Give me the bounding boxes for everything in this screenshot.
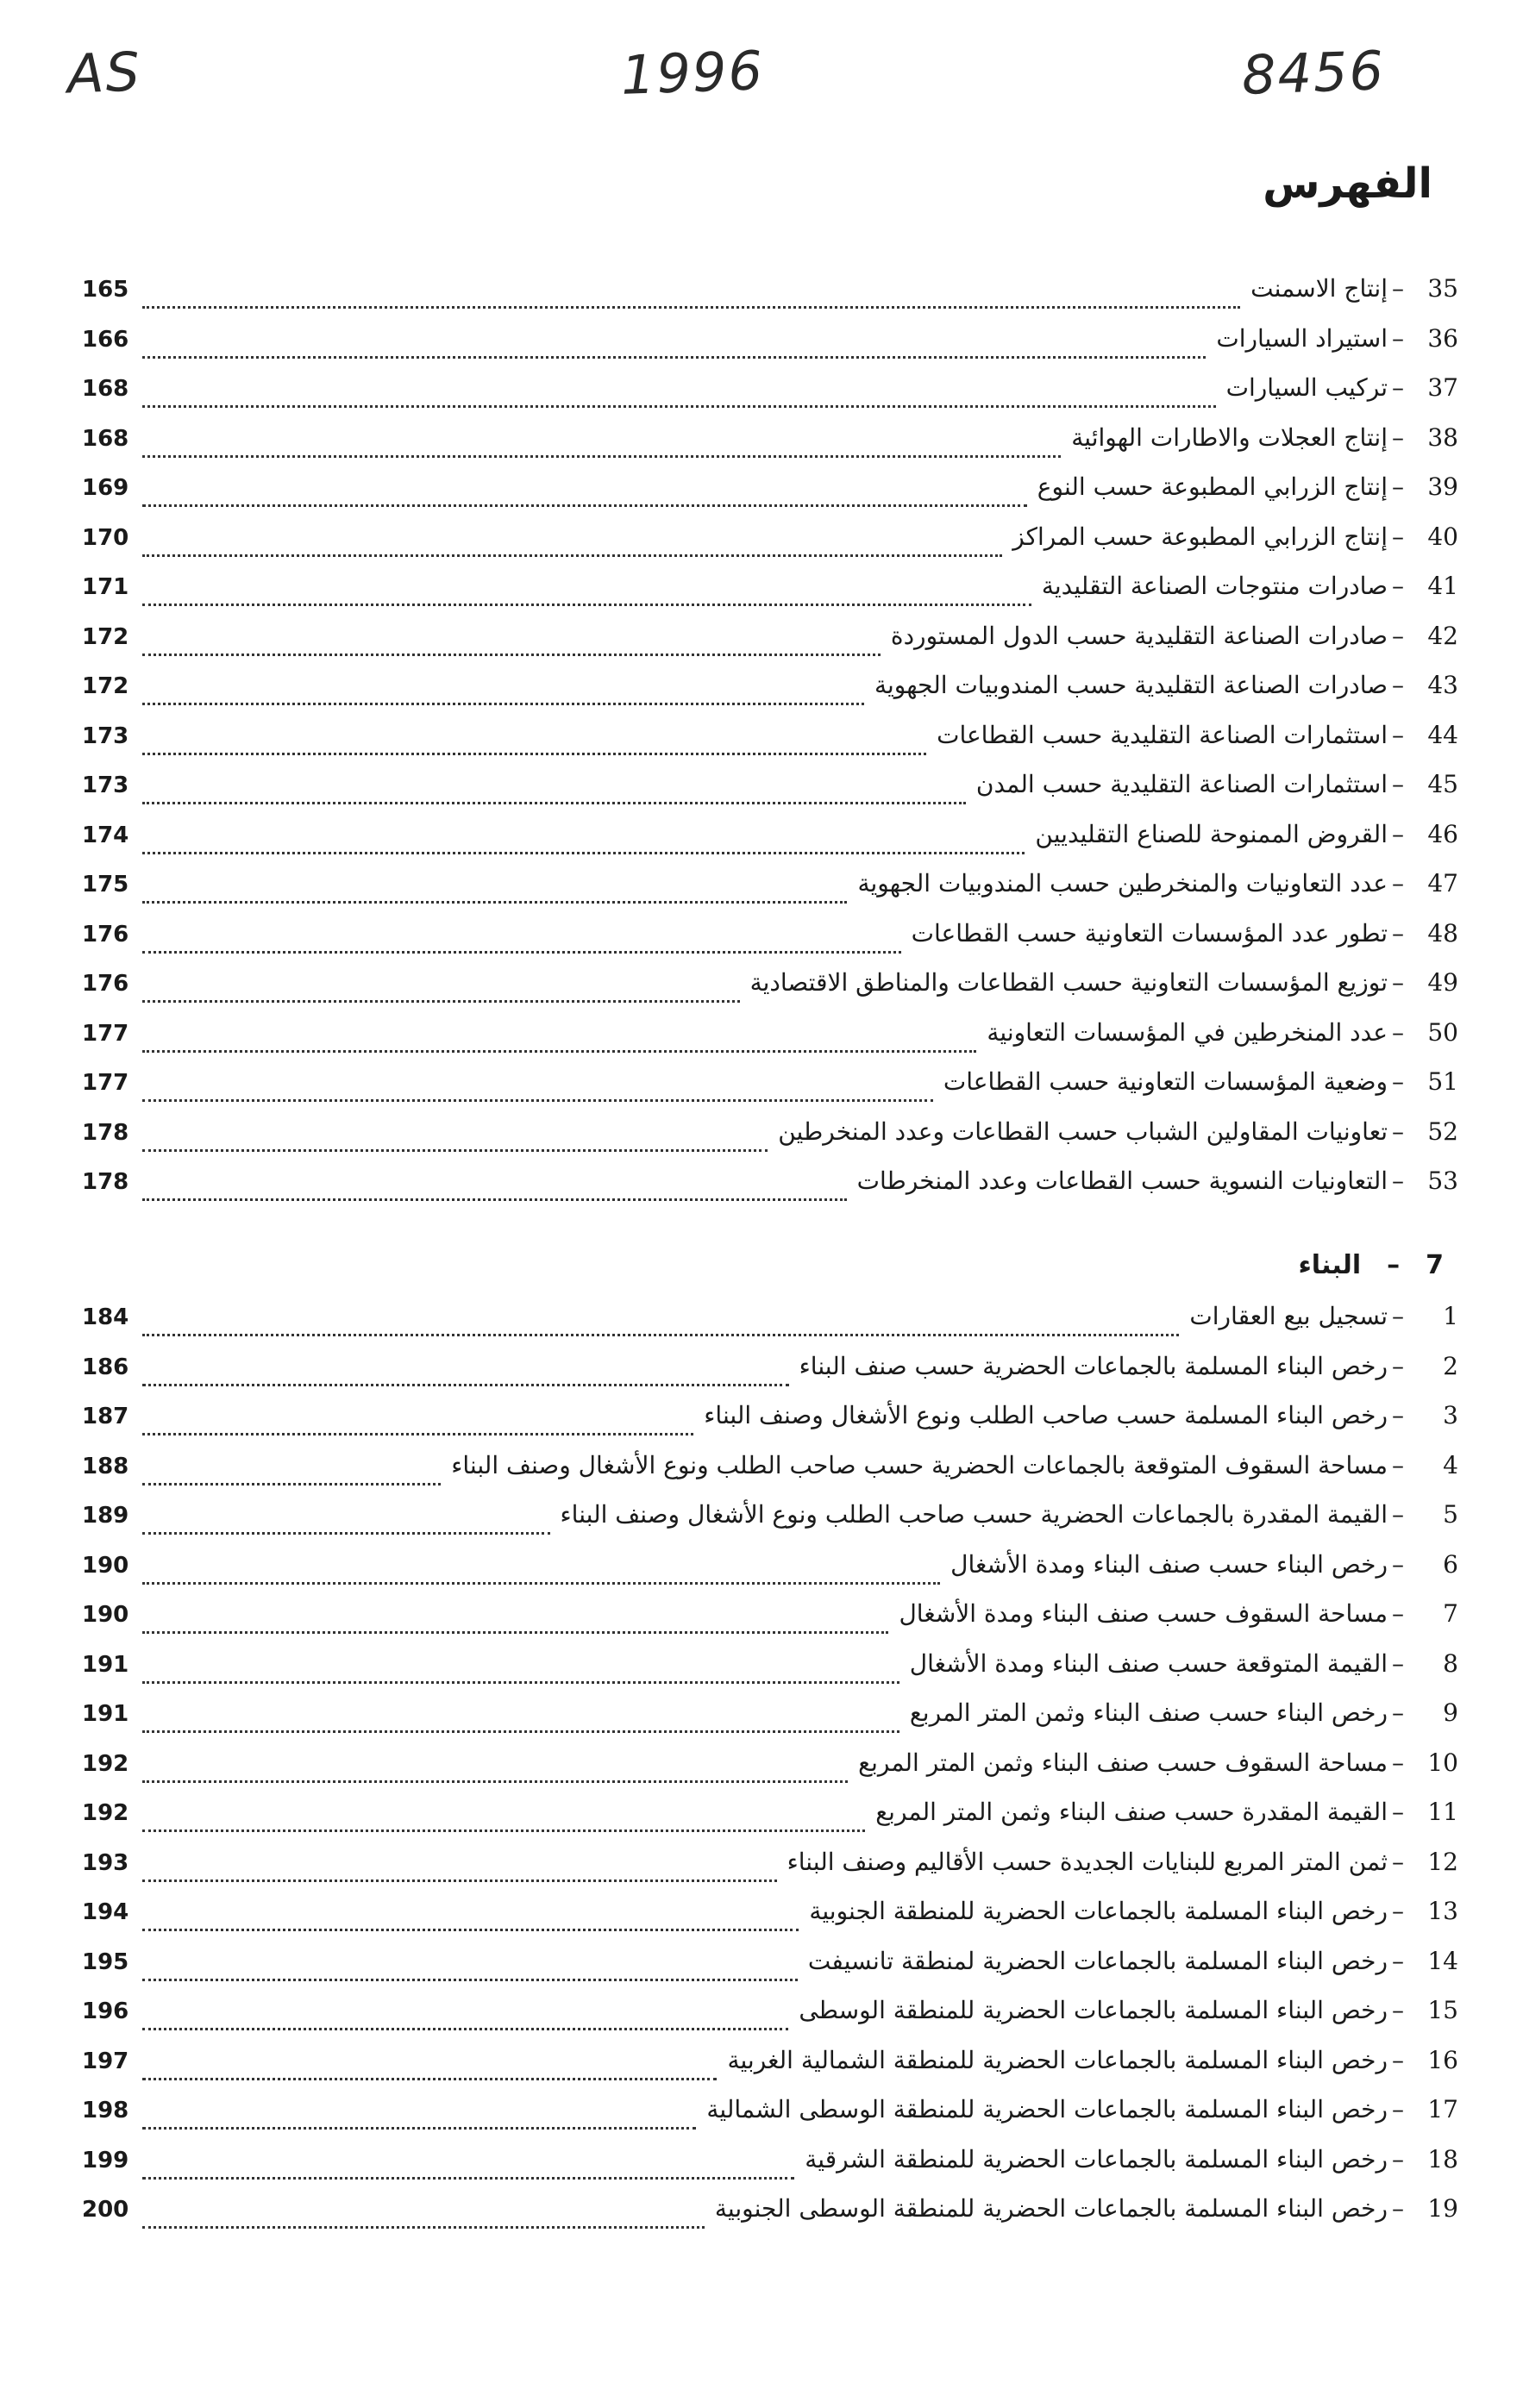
toc-entry-leader-dots [142,504,1027,507]
toc-section-b [82,1302,1458,2244]
toc-entry-page-number: 168 [82,376,129,402]
toc-entry-leader-dots [142,2028,788,2030]
toc-entry-leader-dots [142,1050,976,1053]
toc-entry-page-number: 177 [82,1070,129,1096]
toc-entry-label: صادرات منتوجات الصناعة التقليدية [1041,572,1388,600]
toc-entry [82,721,1458,771]
toc-entry-page-number: 172 [82,623,129,650]
toc-entry-leader-dots [142,1780,848,1783]
toc-entry [82,1067,1458,1117]
toc-entry-label: رخص البناء المسلمة بالجماعات الحضرية لمنطقة تانسيفت [807,1946,1388,1975]
toc-entry [82,1897,1458,1947]
toc-entry-number: 42 [1427,621,1458,650]
toc-entry-number: 4 [1443,1450,1458,1479]
toc-entry-leader-dots [142,2078,717,2080]
section-heading-construction [1298,1250,1444,1280]
toc-entry-dash: – [1392,1500,1404,1529]
toc-entry-leader-dots [142,356,1206,359]
handwritten-note-right: 8456 [1240,39,1387,107]
toc-entry-label: رخص البناء المسلمة بالجماعات الحضرية للمنطقة الجنوبية [809,1897,1388,1925]
toc-entry-number: 5 [1443,1500,1458,1529]
toc-entry-page-number: 186 [82,1354,129,1380]
toc-entry-number: 41 [1427,572,1458,600]
toc-entry-page-number: 174 [82,822,129,848]
toc-entry-dash: – [1392,2095,1404,2123]
toc-entry-label: رخص البناء المسلمة حسب صاحب الطلب ونوع الأشغال وصنف البناء [704,1401,1388,1429]
toc-entry [82,1302,1458,1352]
toc-title: الفهرس [1263,159,1432,208]
toc-entry-leader-dots [142,1730,899,1733]
toc-entry-dash: – [1392,1946,1404,1975]
toc-section-a [82,274,1458,1217]
toc-entry-number: 1 [1443,1302,1458,1330]
toc-entry-number: 12 [1427,1847,1458,1876]
toc-entry-label: تعاونيات المقاولين الشباب حسب القطاعات وعدد المنخرطين [778,1116,1388,1146]
toc-entry-number: 47 [1427,869,1458,898]
toc-entry-label: القيمة المتوقعة حسب صنف البناء ومدة الأشغال [909,1648,1388,1678]
toc-entry-page-number: 192 [82,1750,129,1777]
toc-entry-page-number: 200 [82,2197,129,2223]
toc-entry-number: 11 [1427,1798,1458,1826]
toc-entry-leader-dots [142,1334,1179,1336]
toc-entry-number: 39 [1427,472,1458,501]
toc-entry-leader-dots [142,1198,847,1201]
toc-entry-label: استثمارات الصناعة التقليدية حسب القطاعات [937,720,1388,749]
toc-entry [82,1117,1458,1167]
toc-entry-page-number: 191 [82,1651,129,1678]
toc-entry-leader-dots [142,2177,794,2180]
toc-entry-dash: – [1392,2045,1404,2074]
toc-entry [82,1352,1458,1402]
toc-entry-leader-dots [142,1149,768,1152]
toc-entry-label: صادرات الصناعة التقليدية حسب المندوبيات الجهوية [874,671,1388,699]
toc-entry-leader-dots [142,1929,799,1931]
toc-entry-leader-dots [142,1433,693,1435]
handwritten-note-middle: 1996 [619,39,766,107]
toc-entry-label: مساحة السقوف حسب صنف البناء ومدة الأشغال [899,1599,1388,1628]
toc-entry-dash: – [1392,2144,1404,2173]
toc-entry-dash: – [1392,621,1404,650]
toc-entry [82,968,1458,1018]
toc-entry-number: 49 [1427,968,1458,997]
section-dash: – [1387,1250,1401,1280]
toc-entry-label: صادرات الصناعة التقليدية حسب الدول المستوردة [890,621,1388,650]
toc-entry-dash: – [1392,1996,1404,2024]
toc-entry-dash: – [1392,274,1404,303]
toc-entry [82,423,1458,473]
toc-entry-number: 46 [1427,819,1458,848]
toc-entry-dash: – [1392,1549,1404,1579]
toc-entry-dash: – [1392,1450,1404,1479]
toc-entry-number: 2 [1443,1351,1458,1380]
toc-entry-dash: – [1392,522,1404,551]
toc-entry-number: 7 [1443,1599,1458,1628]
toc-entry-number: 45 [1427,770,1458,798]
toc-entry-page-number: 189 [82,1503,129,1529]
toc-entry-page-number: 197 [82,2048,129,2074]
toc-entry [82,1500,1458,1550]
toc-entry-page-number: 169 [82,475,129,501]
toc-entry-label: استيراد السيارات [1216,323,1388,353]
toc-entry [82,919,1458,969]
toc-entry-label: القروض الممنوحة للصناع التقليديين [1035,819,1388,848]
toc-entry-leader-dots [142,1582,940,1585]
toc-entry-label: إنتاج الاسمنت [1250,274,1388,303]
toc-entry-dash: – [1392,2194,1404,2223]
toc-entry-dash: – [1392,323,1404,353]
toc-entry-dash: – [1392,968,1404,997]
toc-entry-number: 6 [1443,1549,1458,1579]
toc-entry-number: 10 [1427,1748,1458,1777]
toc-entry-leader-dots [142,753,926,755]
toc-entry-page-number: 173 [82,772,129,798]
toc-entry [82,671,1458,721]
toc-entry-label: إنتاج الزرابي المطبوعة حسب المراكز [1012,522,1388,551]
toc-entry-label: رخص البناء المسلمة بالجماعات الحضرية للمنطقة الوسطى الجنوبية [714,2194,1388,2223]
toc-entry-label: مساحة السقوف المتوقعة بالجماعات الحضرية حسب صاحب الطلب ونوع الأشغال وصنف البناء [451,1450,1388,1479]
toc-entry-dash: – [1392,422,1404,452]
toc-entry-number: 35 [1427,274,1458,303]
toc-entry-number: 17 [1427,2095,1458,2123]
toc-entry-label: التعاونيات النسوية حسب القطاعات وعدد المنخرطات [856,1166,1388,1195]
toc-entry-leader-dots [142,2226,705,2229]
toc-entry [82,2145,1458,2195]
toc-entry-label: رخص البناء المسلمة بالجماعات الحضرية للمنطقة الوسطى [799,1996,1388,2024]
section-title: البناء [1298,1250,1362,1280]
toc-entry-leader-dots [142,802,966,804]
toc-entry-page-number: 193 [82,1849,129,1876]
toc-entry-leader-dots [142,2127,696,2130]
toc-entry-leader-dots [142,901,847,904]
handwritten-note-left: AS [66,40,143,106]
toc-entry-label: إنتاج الزرابي المطبوعة حسب النوع [1037,472,1388,501]
toc-entry-label: رخص البناء المسلمة بالجماعات الحضرية للمنطقة الوسطى الشمالية [706,2095,1388,2123]
toc-entry-number: 51 [1427,1067,1458,1096]
toc-entry-page-number: 191 [82,1701,129,1727]
toc-entry-number: 36 [1427,323,1458,353]
toc-entry [82,472,1458,522]
toc-entry-label: رخص البناء المسلمة بالجماعات الحضرية للمنطقة الشرقية [805,2144,1388,2173]
toc-entry-label: رخص البناء المسلمة بالجماعات الحضرية حسب صنف البناء [799,1351,1388,1380]
toc-entry-label: تسجيل بيع العقارات [1189,1302,1388,1330]
toc-entry [82,1947,1458,1997]
toc-entry-leader-dots [142,1879,777,1882]
toc-entry [82,1018,1458,1068]
toc-entry-label: رخص البناء حسب صنف البناء وثمن المتر المربع [909,1698,1388,1727]
toc-entry-dash: – [1392,819,1404,848]
toc-entry-page-number: 177 [82,1020,129,1047]
toc-entry [82,572,1458,622]
toc-entry-leader-dots [142,306,1240,309]
toc-entry-leader-dots [142,1979,798,1981]
toc-entry-label: تطور عدد المؤسسات التعاونية حسب القطاعات [911,918,1388,948]
toc-entry-leader-dots [142,852,1025,854]
toc-entry-page-number: 172 [82,673,129,699]
toc-entry [82,1798,1458,1848]
toc-entry-dash: – [1392,1847,1404,1876]
toc-entry-label: رخص البناء حسب صنف البناء ومدة الأشغال [950,1549,1388,1579]
toc-entry [82,1996,1458,2046]
toc-entry-leader-dots [142,1829,865,1832]
toc-entry-page-number: 198 [82,2098,129,2123]
toc-entry-label: عدد التعاونيات والمنخرطين حسب المندوبيات الجهوية [857,869,1388,898]
toc-entry-dash: – [1392,770,1404,798]
toc-entry [82,770,1458,820]
toc-entry [82,1599,1458,1649]
toc-entry-dash: – [1392,1748,1404,1777]
toc-entry-leader-dots [142,604,1031,606]
toc-entry-label: مساحة السقوف حسب صنف البناء وثمن المتر المربع [858,1748,1388,1777]
toc-entry-number: 50 [1427,1017,1458,1047]
toc-entry-page-number: 195 [82,1948,129,1975]
toc-entry-number: 40 [1427,522,1458,551]
toc-entry-leader-dots [142,1532,550,1535]
toc-entry-page-number: 199 [82,2147,129,2173]
toc-entry-dash: – [1392,1599,1404,1628]
toc-entry-label: إنتاج العجلات والاطارات الهوائية [1071,422,1388,452]
toc-entry-label: القيمة المقدرة بالجماعات الحضرية حسب صاحب الطلب ونوع الأشغال وصنف البناء [560,1500,1388,1529]
toc-entry-number: 3 [1443,1401,1458,1429]
toc-entry-page-number: 176 [82,971,129,997]
toc-entry-number: 14 [1427,1946,1458,1975]
toc-entry [82,1748,1458,1798]
toc-entry [82,373,1458,423]
toc-entry-dash: – [1392,1302,1404,1330]
toc-entry-number: 8 [1443,1648,1458,1678]
toc-entry-dash: – [1392,1648,1404,1678]
toc-entry-page-number: 194 [82,1899,129,1925]
toc-entry-leader-dots [142,703,864,705]
toc-entry-dash: – [1392,1698,1404,1727]
toc-entry-number: 53 [1427,1166,1458,1195]
toc-entry [82,622,1458,672]
toc-entry-label: استثمارات الصناعة التقليدية حسب المدن [975,770,1388,798]
toc-entry-number: 19 [1427,2194,1458,2223]
toc-entry-leader-dots [142,1483,441,1485]
toc-entry [82,1401,1458,1451]
toc-entry [82,1166,1458,1217]
toc-entry-dash: – [1392,671,1404,699]
toc-entry [82,820,1458,870]
toc-entry-leader-dots [142,1631,888,1634]
toc-entry-number: 43 [1427,671,1458,699]
toc-entry-number: 9 [1443,1698,1458,1727]
toc-entry [82,2046,1458,2096]
toc-entry-page-number: 190 [82,1552,129,1579]
toc-entry-number: 48 [1427,918,1458,948]
toc-entry-page-number: 171 [82,574,129,600]
toc-entry-label: رخص البناء المسلمة بالجماعات الحضرية للمنطقة الشمالية الغربية [727,2045,1388,2074]
toc-entry-dash: – [1392,869,1404,898]
toc-entry-number: 18 [1427,2144,1458,2173]
toc-entry-dash: – [1392,1017,1404,1047]
toc-entry-leader-dots [142,1000,740,1003]
toc-entry-page-number: 184 [82,1304,129,1330]
toc-entry-leader-dots [142,554,1002,557]
toc-entry-dash: – [1392,1897,1404,1925]
toc-entry-dash: – [1392,472,1404,501]
section-number: 7 [1426,1250,1444,1280]
toc-entry-page-number: 170 [82,524,129,551]
toc-entry-leader-dots [142,1099,933,1102]
toc-entry [82,1848,1458,1898]
toc-entry-dash: – [1392,1116,1404,1146]
toc-entry-page-number: 187 [82,1404,129,1429]
toc-entry-dash: – [1392,1798,1404,1826]
toc-entry-page-number: 178 [82,1119,129,1146]
toc-entry-dash: – [1392,1351,1404,1380]
toc-entry-label: وضعية المؤسسات التعاونية حسب القطاعات [943,1067,1388,1096]
toc-entry [82,1550,1458,1600]
toc-entry-dash: – [1392,572,1404,600]
toc-entry-page-number: 178 [82,1169,129,1195]
toc-entry [82,869,1458,919]
toc-entry-number: 37 [1427,373,1458,402]
toc-entry-label: توزيع المؤسسات التعاونية حسب القطاعات والمناطق الاقتصادية [749,968,1388,997]
toc-entry-number: 15 [1427,1996,1458,2024]
toc-entry-leader-dots [142,1384,789,1386]
toc-entry [82,324,1458,374]
toc-entry-number: 38 [1427,422,1458,452]
toc-entry-number: 13 [1427,1897,1458,1925]
toc-entry [82,2194,1458,2244]
toc-entry [82,2095,1458,2145]
toc-entry-dash: – [1392,918,1404,948]
toc-entry [82,1649,1458,1699]
toc-entry-leader-dots [142,455,1061,458]
toc-entry-page-number: 175 [82,872,129,898]
toc-entry-label: القيمة المقدرة حسب صنف البناء وثمن المتر المربع [875,1798,1388,1826]
toc-entry [82,1698,1458,1748]
toc-entry-label: عدد المنخرطين في المؤسسات التعاونية [987,1017,1388,1047]
toc-entry-number: 44 [1427,720,1458,749]
toc-entry-dash: – [1392,373,1404,402]
toc-entry-number: 16 [1427,2045,1458,2074]
toc-entry [82,274,1458,324]
toc-entry-page-number: 190 [82,1602,129,1628]
toc-entry-page-number: 165 [82,277,129,303]
toc-entry-dash: – [1392,1166,1404,1195]
toc-entry-leader-dots [142,951,901,954]
toc-entry-dash: – [1392,1067,1404,1096]
toc-entry-dash: – [1392,720,1404,749]
toc-entry-leader-dots [142,405,1216,408]
toc-entry-page-number: 173 [82,722,129,749]
toc-entry-label: ثمن المتر المربع للبنايات الجديدة حسب الأقاليم وصنف البناء [787,1847,1388,1876]
toc-entry-dash: – [1392,1401,1404,1429]
toc-entry-leader-dots [142,654,881,656]
toc-entry-number: 52 [1427,1116,1458,1146]
toc-entry-page-number: 196 [82,1998,129,2024]
toc-entry-page-number: 176 [82,921,129,948]
toc-entry [82,522,1458,572]
toc-entry-label: تركيب السيارات [1225,373,1388,402]
toc-entry-leader-dots [142,1681,899,1684]
toc-entry-page-number: 166 [82,326,129,353]
toc-entry-page-number: 168 [82,425,129,452]
toc-entry-page-number: 188 [82,1453,129,1479]
toc-entry [82,1451,1458,1501]
toc-entry-page-number: 192 [82,1800,129,1826]
